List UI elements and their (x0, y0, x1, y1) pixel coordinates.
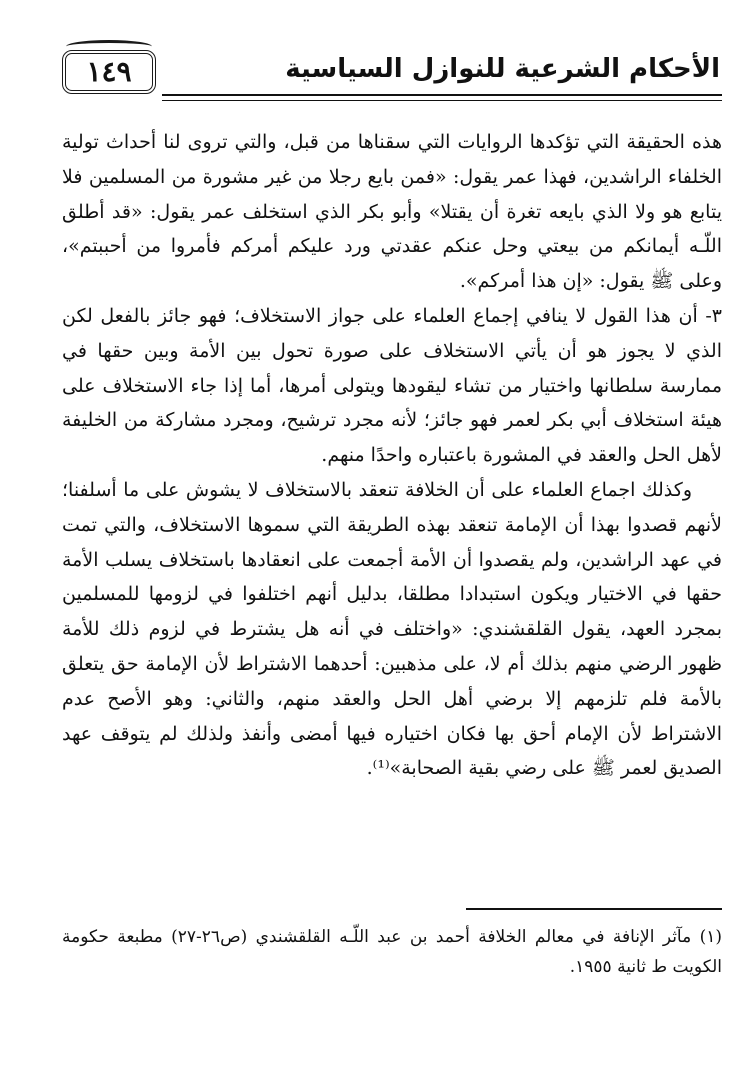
page-header (62, 40, 722, 102)
main-text (62, 125, 722, 786)
page-number-frame (62, 50, 156, 94)
running-title: الأحكام الشرعية للنوازل السياسية (285, 54, 720, 84)
paragraph-1: هذه الحقيقة التي تؤكدها الروايات التي سقناها من قبل، والتي تروى لنا أحداث تولية الخلفاء الراشدين، فهذا عمر يقول: «فمن بايع رجلا من غير مشورة من المسلمين فلا يتابع هو ولا الذي بايعه تغرة أن يقتلا» وأبو بكر الذي استخلف عمر يقول: «قد أطلق اللّـه أيمانكم من بيعتي وحل عنكم عقدتي ورد عليكم أمركم فأمروا من أحببتم»، وعلى ﷺ يقول: «إن هذا أمركم». (62, 131, 722, 293)
paragraph-3: وكذلك اجماع العلماء على أن الخلافة تنعقد بالاستخلاف لا يشوش على ما أسلفنا؛ لأنهم قصدوا بهذا أن الإمامة تنعقد بهذه الطريقة التي سموها الاستخلاف، والتي تمت في عهد الراشدين، ولم يقصدوا أن الأمة أجمعت على انعقادها باستخلاف يسلب الأمة حقها في الاختيار ويكون استبدادا مطلقا، بدليل أنهم اختلفوا في لزومها للمسلمين بمجرد العهد، يقول القلقشندي: «واختلف في أنه هل يشترط في لزوم ذلك للأمة ظهور الرضي منهم بذلك أم لا، على مذهبين: أحدهما الاشتراط لأن الإمامة حق يتعلق بالأمة فلم تلزمهم إلا برضي أهل الحل والعقد منهم، والثاني: وهو الأصح عدم الاشتراط لأن الإمام أحق بها فكان اختياره فيها أمضى وأنفذ ولذلك لم يتوقف عهد الصديق لعمر ﷺ على رضي بقية الصحابة»⁽¹⁾. (62, 478, 722, 780)
frame-ornament-top (66, 40, 152, 53)
footnote-1: (١) مآثر الإنافة في معالم الخلافة أحمد بن عبد اللّـه القلقشندي (ص٢٦-٢٧) مطبعة حكومة الكويت ط ثانية ١٩٥٥. (62, 927, 722, 977)
page-number: ١٤٩ (86, 55, 132, 88)
footnote-separator (466, 908, 722, 910)
header-rule (162, 94, 722, 101)
paragraph-2: ٣- أن هذا القول لا ينافي إجماع العلماء على جواز الاستخلاف؛ فهو جائز بالفعل لكن الذي لا يجوز هو أن يأتي الاستخلاف على صورة تحول بين الأمة وبين حقها في ممارسة سلطانها واختيار من تشاء ليقودها ويتولى أمرها، أما إذا جاء الاستخلاف على هيئة استخلاف أبي بكر لعمر فهو جائز؛ لأنه مجرد ترشيح، ومجرد مشاركة من الخليفة لأهل الحل والعقد في المشورة باعتباره واحدًا منهم. (62, 304, 722, 467)
footnotes (62, 922, 722, 982)
